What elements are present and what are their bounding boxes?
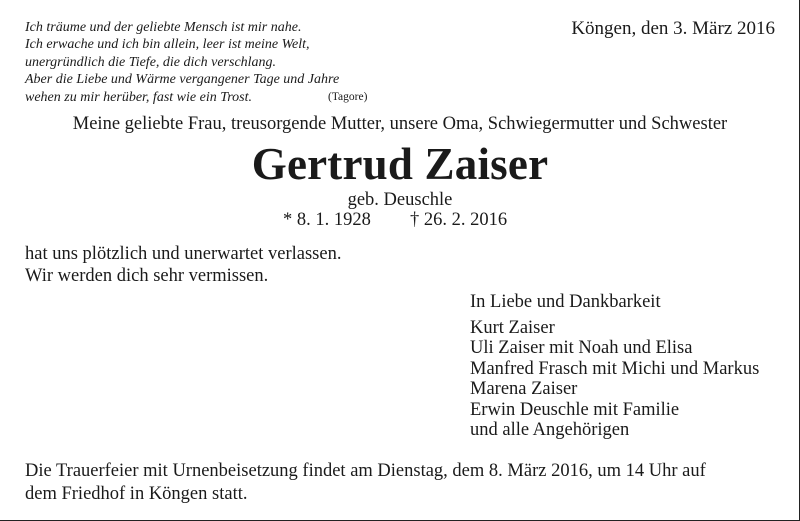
- mourner-name: Manfred Frasch mit Michi und Markus: [470, 358, 760, 379]
- birth-date: * 8. 1. 1928: [283, 210, 371, 230]
- place-date: Köngen, den 3. März 2016: [571, 18, 775, 39]
- message-line: hat uns plötzlich und unerwartet verlassen.: [25, 244, 342, 264]
- message: [25, 243, 341, 287]
- funeral-notice: [25, 460, 785, 505]
- mourners-list: [470, 292, 759, 441]
- mourner-name: Kurt Zaiser: [470, 317, 555, 338]
- poem-line: wehen zu mir herüber, fast wie ein Trost.: [25, 89, 252, 105]
- mourner-name: Erwin Deuschle mit Familie: [470, 399, 680, 420]
- birth-name: geb. Deuschle: [347, 190, 453, 210]
- poem-line: Ich träume und der geliebte Mensch ist mir nahe.: [25, 20, 302, 35]
- poem: [25, 19, 385, 106]
- poem-line: Aber die Liebe und Wärme vergangener Tage und Jahre: [25, 72, 340, 88]
- funeral-line: dem Friedhof in Köngen statt.: [25, 483, 248, 504]
- poem-line: Ich erwache und ich bin allein, leer ist meine Welt,: [25, 37, 310, 53]
- funeral-line: Die Trauerfeier mit Urnenbeisetzung findet am Dienstag, dem 8. März 2016, um 14 Uhr auf: [25, 461, 706, 481]
- mourner-name: und alle Angehörigen: [470, 420, 630, 440]
- mourners-heading: In Liebe und Dankbarkeit: [470, 292, 661, 312]
- death-date: † 26. 2. 2016: [410, 210, 508, 230]
- mourner-name: Marena Zaiser: [470, 379, 578, 399]
- deceased-name: Gertrud Zaiser: [251, 139, 549, 189]
- message-line: Wir werden dich sehr vermissen.: [25, 266, 269, 286]
- poem-attribution: (Tagore): [328, 91, 368, 103]
- intro-text: Meine geliebte Frau, treusorgende Mutter, unsere Oma, Schwiegermutter und Schwester: [72, 114, 728, 134]
- poem-line: unergründlich die Tiefe, die dich verschlang.: [25, 54, 277, 70]
- mourner-name: Uli Zaiser mit Noah und Elisa: [470, 338, 693, 358]
